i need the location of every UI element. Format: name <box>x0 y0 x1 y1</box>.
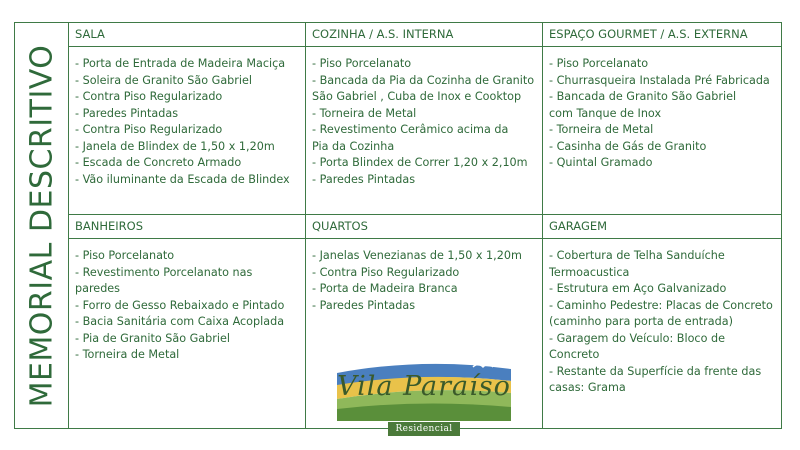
list-item: - Paredes Pintadas <box>75 106 179 120</box>
list-item: - Paredes Pintadas <box>312 298 416 312</box>
section-espaco-gourmet <box>543 23 781 215</box>
list-item: - Piso Porcelanato <box>312 57 412 70</box>
list-item: - Forro de Gesso Rebaixado e Pintado <box>75 298 285 312</box>
list-item: - Piso Porcelanato <box>549 57 649 70</box>
logo-badge: Residencial <box>388 422 460 436</box>
section-banheiros <box>69 215 306 428</box>
section-items <box>543 239 781 397</box>
section-sala <box>69 23 306 215</box>
list-item: - Vão iluminante da Escada de Blindex <box>75 172 290 186</box>
list-item: - Porta de Entrada de Madeira Maciça <box>75 57 286 70</box>
section-garagem <box>543 215 781 428</box>
list-item: Termoacustica <box>549 265 630 279</box>
list-item: - Casinha de Gás de Granito <box>549 139 707 153</box>
side-panel <box>15 23 69 428</box>
list-item: com Tanque de Inox <box>549 106 662 120</box>
list-item: - Bancada de Granito São Gabriel <box>549 90 737 103</box>
section-cozinha <box>306 23 543 215</box>
section-title: BANHEIROS <box>69 215 305 239</box>
section-items <box>306 239 542 314</box>
list-item: casas: Grama <box>549 381 626 394</box>
list-item: - Cobertura de Telha Sanduíche <box>549 249 725 262</box>
section-items <box>69 47 305 188</box>
list-item: - Torneira de Metal <box>75 348 180 361</box>
side-title: MEMORIAL DESCRITIVO <box>24 44 60 407</box>
list-item: - Pia de Granito São Gabriel <box>75 331 230 345</box>
list-item: Pia da Cozinha <box>312 139 395 153</box>
list-item: - Caminho Pedestre: Placas de Concreto <box>549 298 773 312</box>
list-item: - Estrutura em Aço Galvanizado <box>549 282 727 295</box>
list-item: - Porta de Madeira Branca <box>312 282 458 295</box>
list-item: - Garagem do Veículo: Bloco de <box>549 331 725 345</box>
section-items <box>543 47 781 172</box>
list-item: - Piso Porcelanato <box>75 249 175 262</box>
list-item: - Janelas Venezianas de 1,50 x 1,20m <box>312 249 522 262</box>
section-title: QUARTOS <box>306 215 542 239</box>
list-item: - Torneira de Metal <box>312 106 417 120</box>
list-item: - Bacia Sanitária com Caixa Acoplada <box>75 315 285 328</box>
section-title: COZINHA / A.S. INTERNA <box>306 23 542 47</box>
list-item: - Revestimento Porcelanato nas paredes <box>75 265 253 295</box>
list-item: - Torneira de Metal <box>549 123 654 136</box>
list-item: - Contra Piso Regularizado <box>75 90 223 103</box>
section-items <box>306 47 542 188</box>
section-title: GARAGEM <box>543 215 781 239</box>
section-title: ESPAÇO GOURMET / A.S. EXTERNA <box>543 23 781 47</box>
vila-paraiso-logo <box>333 345 515 437</box>
list-item: - Restante da Superfície da frente das <box>549 364 762 378</box>
list-item: - Contra Piso Regularizado <box>75 123 223 136</box>
list-item: - Porta Blindex de Correr 1,20 x 2,10m <box>312 156 528 169</box>
list-item: - Revestimento Cerâmico acima da <box>312 123 509 136</box>
list-item: - Soleira de Granito São Gabriel <box>75 73 252 87</box>
section-items <box>69 239 305 364</box>
list-item: (caminho para porta de entrada) <box>549 315 733 328</box>
list-item: - Bancada da Pia da Cozinha de Granito <box>312 73 535 87</box>
list-item: - Janela de Blindex de 1,50 x 1,20m <box>75 139 275 153</box>
list-item: - Paredes Pintadas <box>312 172 416 186</box>
section-title: SALA <box>69 23 305 47</box>
list-item: - Churrasqueira Instalada Pré Fabricada <box>549 73 770 87</box>
logo-wordmark: Vila Paraíso <box>337 371 511 402</box>
list-item: Concreto <box>549 348 600 361</box>
list-item: São Gabriel , Cuba de Inox e Cooktop <box>312 90 522 103</box>
list-item: - Quintal Gramado <box>549 156 653 169</box>
list-item: - Escada de Concreto Armado <box>75 156 242 169</box>
list-item: - Contra Piso Regularizado <box>312 265 460 279</box>
